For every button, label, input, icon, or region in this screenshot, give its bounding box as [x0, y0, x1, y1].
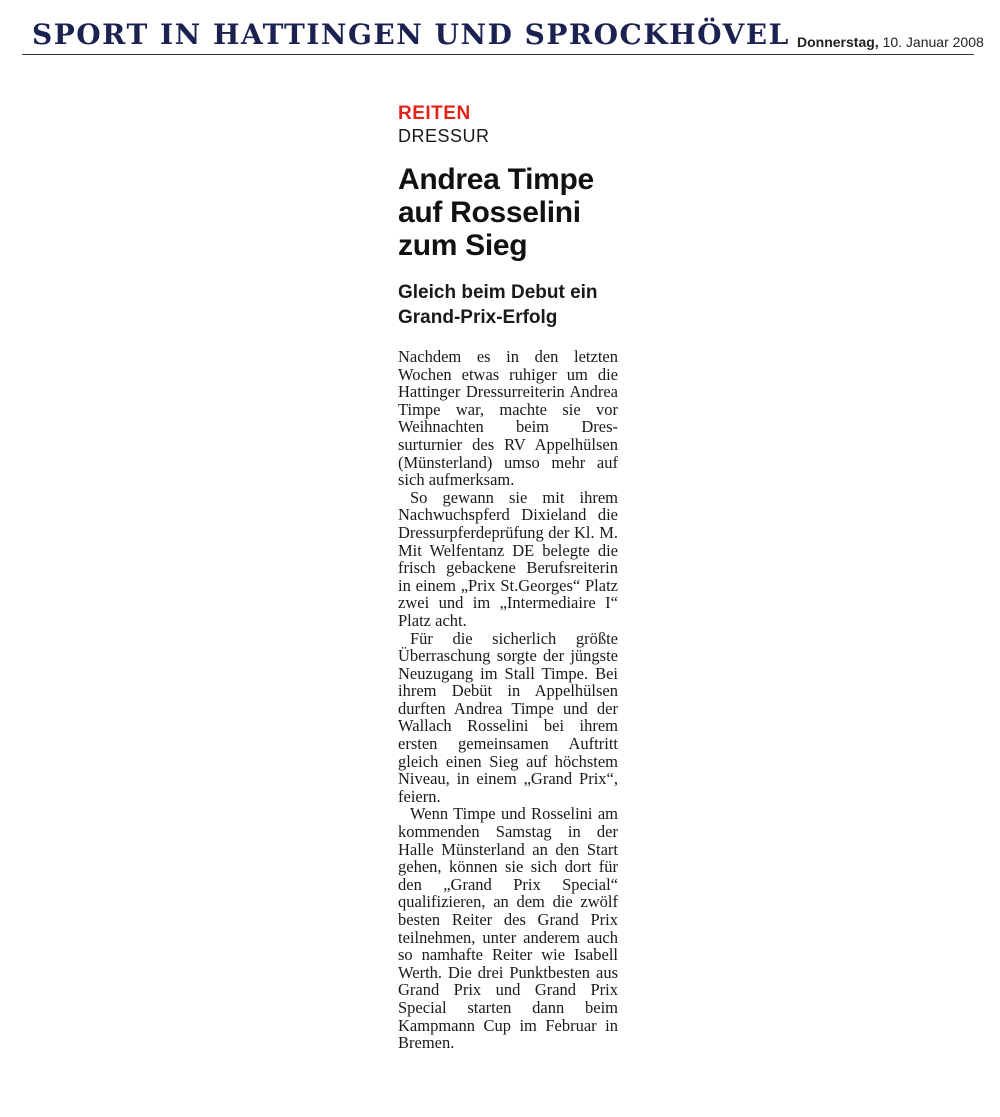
- date-weekday: Donnerstag,: [797, 34, 879, 50]
- article-headline: Andrea Timpe auf Rosselini zum Sieg: [398, 163, 594, 262]
- article-body: [398, 348, 618, 1052]
- section-title: SPORT IN HATTINGEN UND SPROCKHÖVEL: [32, 18, 790, 51]
- article-paragraph: Nachdem es in den letzten Wochen etwas ruhiger um die Hattinger Dressurreiterin Andrea Timpe war, machte sie vor Weihnachten beim Dressurturnier des RV Appelhülsen (Münsterland) umso mehr auf sich aufmerksam.: [398, 347, 618, 490]
- article-category: DRESSUR: [398, 126, 490, 146]
- article-subheadline: Gleich beim Debut ein Grand-Prix-Erfolg: [398, 282, 598, 328]
- article-kicker: REITEN: [398, 103, 471, 124]
- publication-date: [797, 34, 984, 50]
- article-paragraph: Wenn Timpe und Rosselini am kommenden Samstag in der Halle Münsterland an den Start gehen, können sie sich dort für den „Grand Prix Special“ qualifizieren, an dem die zwölf besten Reiter des Grand Prix teilnehmen, unter anderem auch so namhafte Reiter wie Isabell Werth. Die drei Punktbesten aus Grand Prix und Grand Prix Special starten dann beim Kampmann Cup im Februar in Bremen.: [398, 804, 618, 1053]
- header-rule: [22, 54, 974, 55]
- article-paragraph: Für die sicherlich größte Überraschung sorgte der jüngste Neuzugang im Stall Timpe. Bei ihrem Debüt in Appelhülsen durften Andrea Timpe und der Wallach Rosselini bei ihrem ersten gemeinsamen Auftritt gleich einen Sieg auf höchstem Niveau, in einem „Grand Prix“, feiern.: [398, 628, 618, 806]
- date-value: 10. Januar 2008: [882, 34, 984, 50]
- article-paragraph: So gewann sie mit ihrem Nachwuchspferd Dixieland die Dressurpferdeprüfung der Kl. M. Mit Welfentanz DE belegte die frisch gebackene Berufsreiterin in einem „Prix St.Georges“ Platz zwei und im „Intermediaire I“ Platz acht.: [398, 487, 618, 630]
- article: [398, 103, 618, 1052]
